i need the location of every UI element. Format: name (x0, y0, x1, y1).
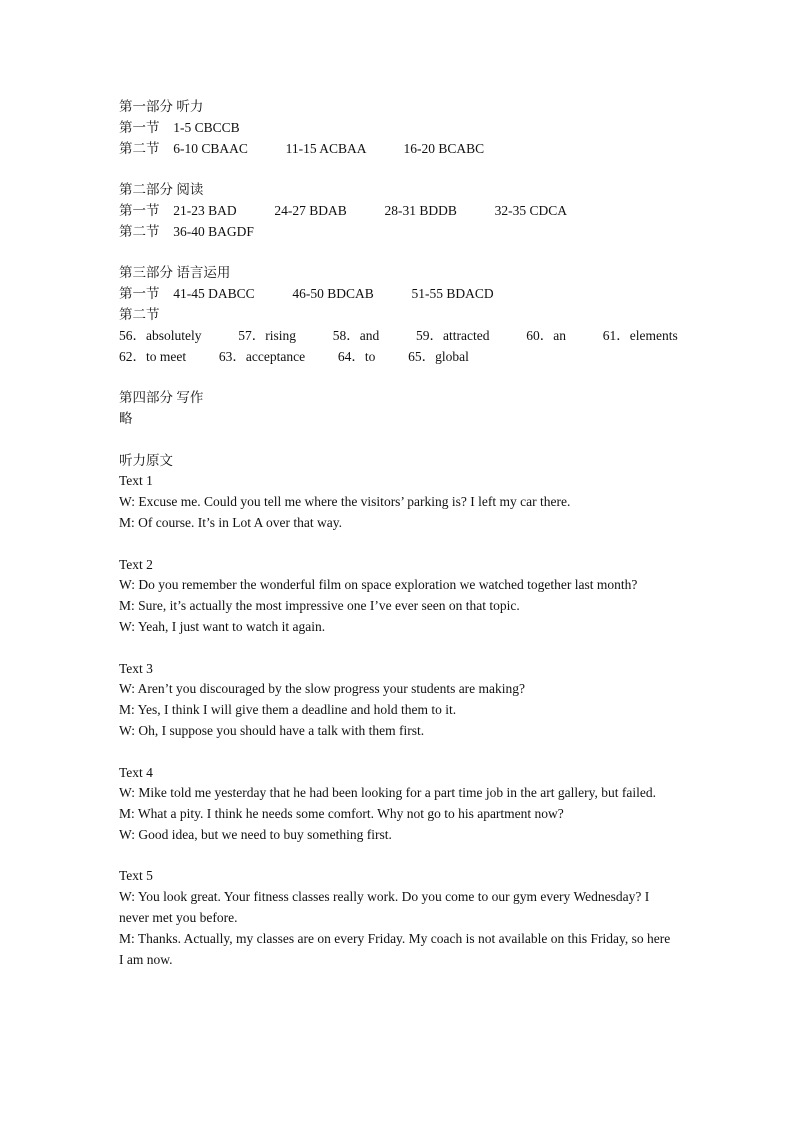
section-label: 第一节 (119, 202, 160, 218)
part3-section1 (119, 284, 675, 305)
part3-section2-label: 第二节 (119, 306, 160, 322)
dialogue-line: M: Of course. It’s in Lot A over that way. (119, 514, 342, 530)
text1-title: Text 1 (119, 473, 153, 489)
dialogue-line: W: Excuse me. Could you tell me where the visitors’ parking is? I left my car there. (119, 494, 571, 510)
answer-group: 41-45 DABCC (173, 286, 255, 302)
answer-group: 36-40 BAGDF (173, 223, 254, 239)
answer-group: 11-15 ACBAA (285, 140, 366, 156)
fill-answer: 56．absolutely (119, 327, 202, 343)
section-label: 第二节 (119, 223, 160, 239)
text5-title: Text 5 (119, 868, 153, 884)
dialogue-line: W: Mike told me yesterday that he had been looking for a part time job in the art gallery, but failed. (119, 785, 656, 801)
section-label: 第二节 (119, 140, 160, 156)
section-label: 第一节 (119, 286, 160, 302)
fill-answer: 64．to (337, 348, 376, 364)
part3-section2-row1 (119, 326, 678, 347)
dialogue-line: M: Yes, I think I will give them a deadline and hold them to it. (119, 702, 457, 718)
text4-title: Text 4 (119, 764, 153, 780)
part1-section1 (119, 118, 675, 139)
part3-section2-row2 (119, 347, 675, 368)
part1-heading: 第一部分 听力 (119, 99, 204, 114)
fill-answer: 63．acceptance (218, 348, 306, 364)
part3-heading: 第三部分 语言运用 (119, 265, 231, 281)
answer-group: 1-5 CBCCB (173, 119, 240, 135)
transcript-heading: 听力原文 (119, 452, 173, 468)
fill-answer: 58．and (332, 327, 380, 343)
fill-answer: 61．elements (602, 327, 678, 343)
fill-answer: 62．to meet (119, 348, 187, 364)
part1-section2 (119, 139, 675, 160)
answer-document (119, 97, 678, 970)
dialogue-line: W: Do you remember the wonderful film on space exploration we watched together last month? (119, 577, 638, 593)
dialogue-line: M: Thanks. Actually, my classes are on every Friday. My coach is not available on this Friday, so here I am now. (119, 930, 671, 967)
dialogue-line: W: Oh, I suppose you should have a talk with them first. (119, 722, 425, 738)
answer-group: 51-55 BDACD (411, 286, 494, 302)
answer-group: 32-35 CDCA (494, 202, 568, 218)
dialogue-line: M: What a pity. I think he needs some comfort. Why not go to his apartment now? (119, 806, 564, 822)
section-label: 第一节 (119, 119, 160, 135)
dialogue-line: W: Yeah, I just want to watch it again. (119, 618, 326, 634)
answer-group: 16-20 BCABC (403, 140, 485, 156)
answer-group: 28-31 BDDB (384, 202, 457, 218)
part2-section2 (119, 222, 675, 243)
fill-answer: 65．global (408, 348, 469, 364)
fill-answer: 59．attracted (416, 327, 490, 343)
dialogue-line: M: Sure, it’s actually the most impressive one I’ve ever seen on that topic. (119, 598, 520, 614)
part4-body: 略 (119, 410, 133, 426)
part2-section1 (119, 201, 675, 222)
text3-title: Text 3 (119, 660, 153, 676)
dialogue-line: W: You look great. Your fitness classes really work. Do you come to our gym every Wednesday? I never met you before. (119, 889, 650, 926)
dialogue-line: W: Good idea, but we need to buy something first. (119, 826, 392, 842)
text2-title: Text 2 (119, 556, 153, 572)
fill-answer: 60．an (526, 327, 566, 343)
fill-answer: 57．rising (238, 327, 297, 343)
dialogue-line: W: Aren’t you discouraged by the slow progress your students are making? (119, 681, 526, 697)
part2-heading: 第二部分 阅读 (119, 182, 204, 198)
part4-heading: 第四部分 写作 (119, 390, 204, 406)
answer-group: 46-50 BDCAB (292, 286, 374, 302)
answer-group: 6-10 CBAAC (173, 140, 248, 156)
answer-group: 24-27 BDAB (274, 202, 347, 218)
answer-group: 21-23 BAD (173, 202, 237, 218)
